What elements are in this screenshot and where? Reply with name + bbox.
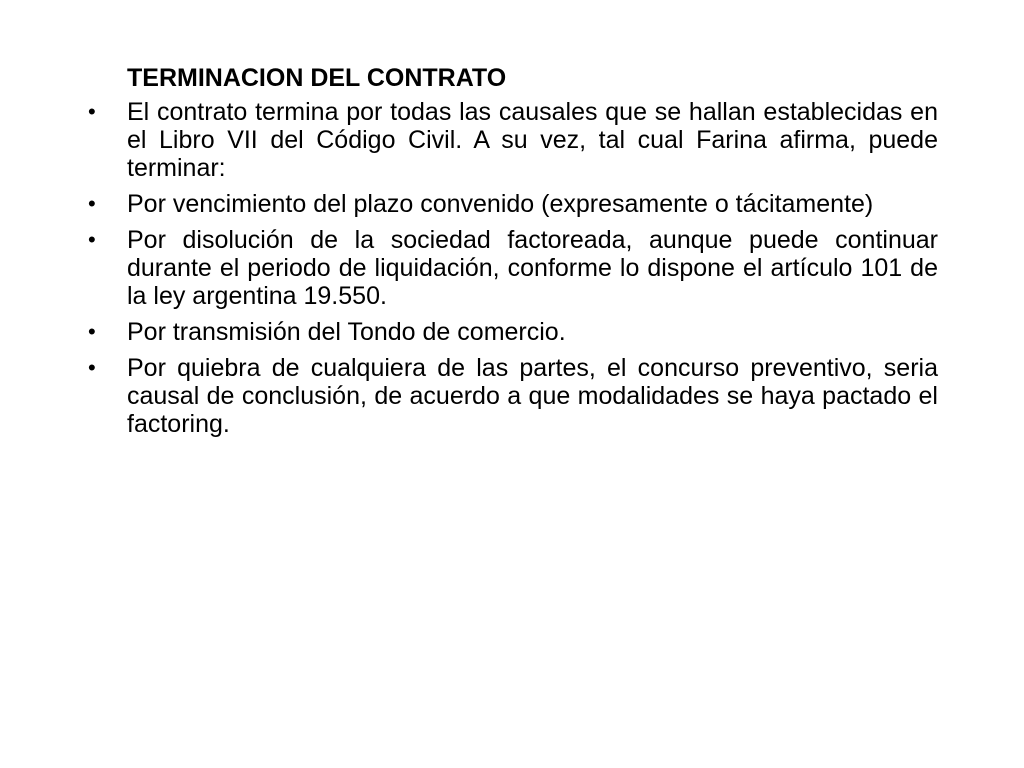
- bullet-dot-icon: •: [88, 99, 96, 124]
- bullet-dot-icon: •: [88, 227, 96, 252]
- bullet-text: Por vencimiento del plazo convenido (expresamente o tácitamente): [127, 190, 874, 218]
- bullet-item: [88, 354, 938, 438]
- slide-content: [88, 62, 938, 446]
- bullet-dot-icon: •: [88, 191, 96, 216]
- bullet-dot-icon: •: [88, 355, 96, 380]
- bullet-dot-icon: •: [88, 319, 96, 344]
- slide-title: TERMINACION DEL CONTRATO: [127, 64, 507, 92]
- bullet-item: [88, 226, 938, 310]
- bullet-text: Por disolución de la sociedad factoreada, aunque puede continuar durante el periodo de liquidación, conforme lo dispone el artículo 101 de la ley argentina 19.550.: [127, 226, 938, 310]
- bullet-item: [88, 318, 938, 346]
- bullet-item: [88, 190, 938, 218]
- bullet-list: [88, 98, 938, 438]
- bullet-item: [88, 98, 938, 182]
- bullet-text: Por quiebra de cualquiera de las partes, el concurso preventivo, seria causal de conclusión, de acuerdo a que modalidades se haya pactado el factoring.: [127, 354, 938, 438]
- bullet-text: El contrato termina por todas las causales que se hallan establecidas en el Libro VII del Código Civil. A su vez, tal cual Farina afirma, puede terminar:: [127, 98, 938, 182]
- bullet-text: Por transmisión del Tondo de comercio.: [127, 318, 566, 346]
